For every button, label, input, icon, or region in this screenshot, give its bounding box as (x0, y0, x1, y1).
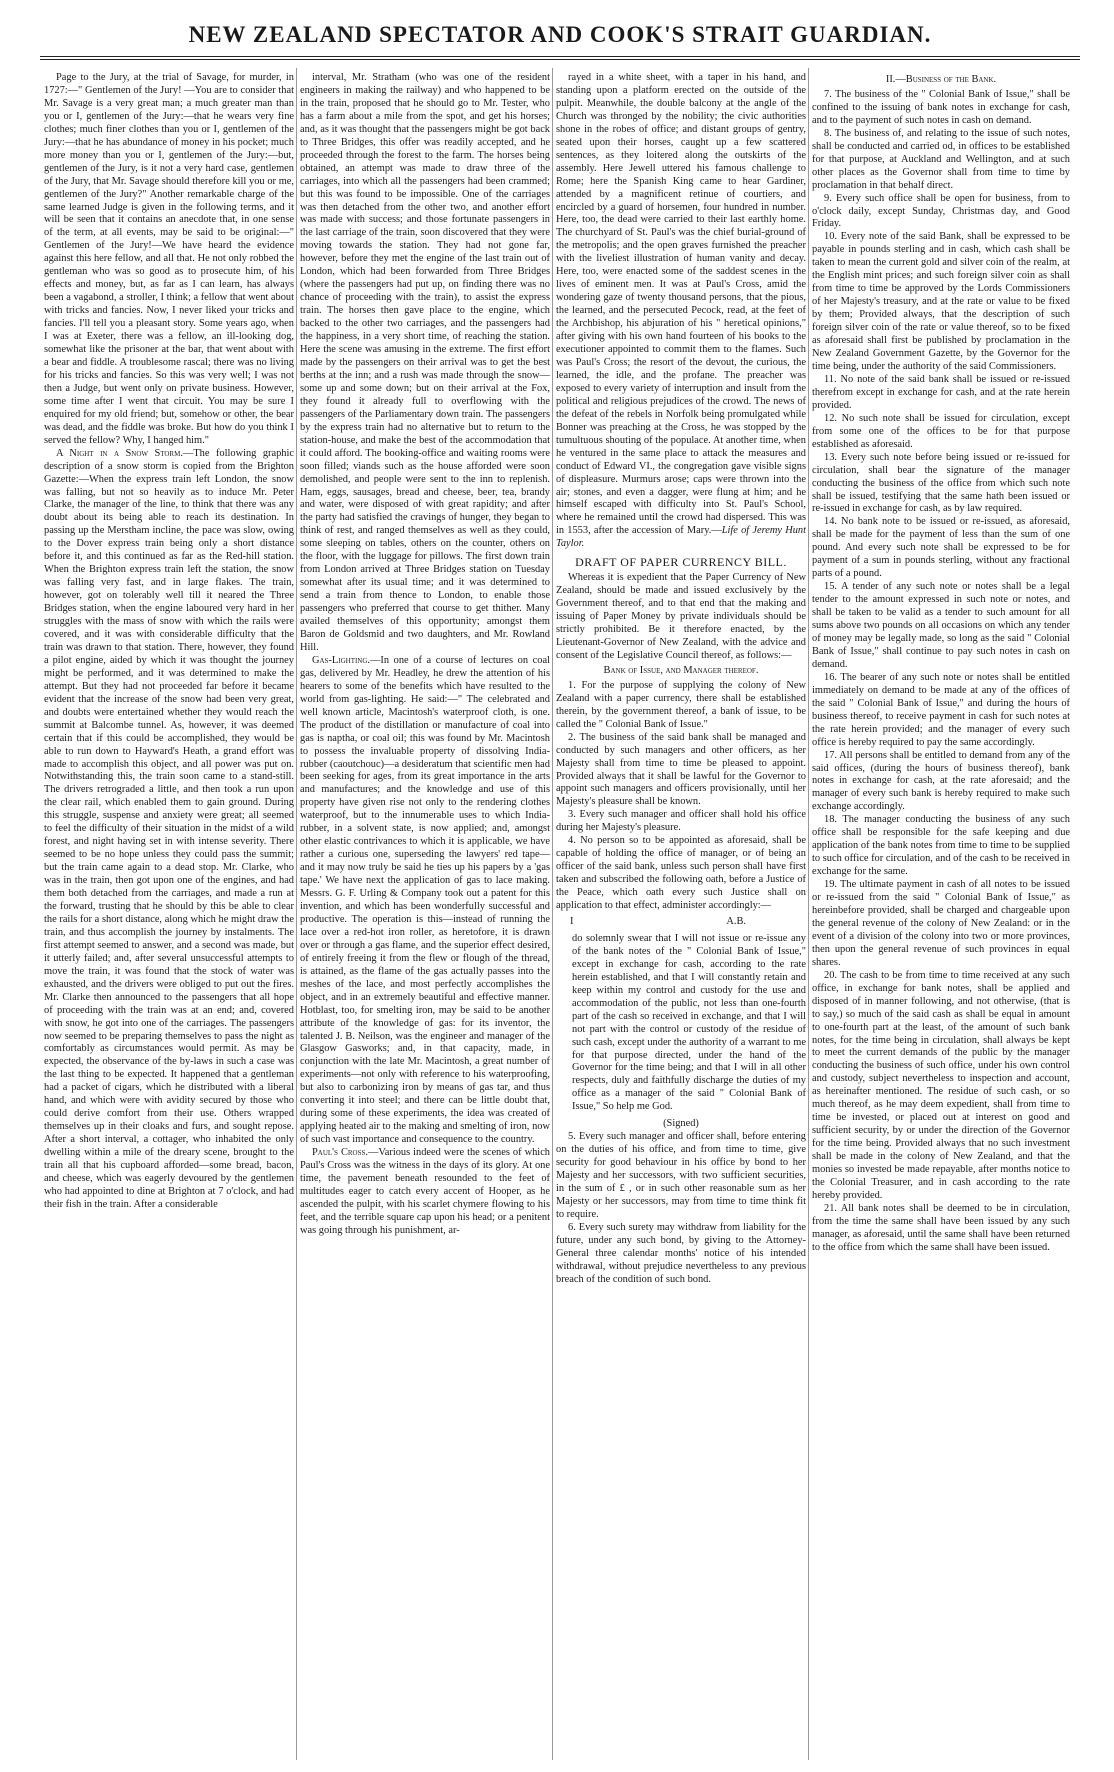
article-body: rayed in a white sheet, with a taper in his hand, and standing upon a platform erected on the outside of the pulpit. Meanwhile, the double balcony at the angle of the Church was thronged by the nobility; the civic authorities shone in the robes of office; and distant groups of gentry, seated upon their horses, caught up a few scattered sentences, as they loitered along the outskirts of the assembly. Here Jewell uttered his famous challenge to Rome; here the Spanish King came to hear Gardiner, attended by a magnificent retinue of courtiers, and encircled by a guard of horsemen, four hundred in number. Here, too, the dead were carried to their last earthly home. The churchyard of St. Paul's was the chief burial-ground of the metropolis; and the open graves furnished the preacher with the liveliest illustration of human vanity and decay. Here, too, were enacted some of the saddest scenes in the lives of eminent men. It was at Paul's Cross, amid the wondering gaze of twenty thousand persons, that the pious, the learned, and the persecuted Pecock, read, at the feet of the Archbishop, his abjuration of his " heretical opinions," after giving with his own hand fourteen of his books to the executioner appointed to commit them to the flames. Such was Paul's Cross; the resort of the devout, the curious, the learned, the idle, and the profane. The preacher was exposed to every variety of interruption and insult from the political and religious prejudices of the crowd. The news of the defeat of the rebels in Norfolk being promulgated while Bonner was preaching at the Cross, he was stopped by the tumultuous shouting of the populace. At another time, when he ventured in the same place to attack the measures and conduct of Edward VI., the congregation gave visible signs of displeasure. Murmurs arose; caps were thrown into the air; stones, and even a dagger, were flung at him; and he himself escaped with difficulty into St. Paul's School, where he remained until the crowd had dispersed. This was in 1553, after the accession of Mary.— (556, 72, 806, 537)
column-3 (556, 72, 806, 1762)
oath-i: I (570, 915, 574, 927)
bill-clause: 4. No person so to be appointed as aforesaid, shall be capable of holding the office of manager, or of being an officer of the said bank, unless such person shall have first taken and subscribed the following oath, before a Justice of the Peace, which oath every such Justice shall on application to that effect, administer accordingly:— (556, 835, 806, 912)
bill-clause: 16. The bearer of any such note or notes shall be entitled immediately on demand to be made at any of the offices of the said " Colonial Bank of Issue," and during the hours of business thereof, to receive payment in cash for such notes at the rate herein provided; and the manager of every such office is hereby required to pay the same accordingly. (812, 671, 1070, 748)
bill-clause: 13. Every such note before being issued or re-issued for circulation, shall bear the signature of the manager conducting the business of the office from which such note shall be issued, testifying that the same hath been issued or re-issued in exchange for cash, as by law required. (812, 451, 1070, 515)
oath-text: do solemnly swear that I will not issue or re-issue any of the bank notes of the " Colonial Bank of Issue," except in exchange for cash, according to the rate herein established, and that I will constantly retain and keep within my control and custody for the use and accommodation of the public, not less than one-fourth part of the cash so received in exchange, and that I will not part with the control or custody of the residue of such cash, except under the authority of a warrant to me for that purpose directed, under the hand of the Governor for the time being; and that I will in all other respects, duly and faithfully discharge the duties of my office as a manager of the said " Colonial Bank of Issue," So help me God. (572, 932, 806, 1113)
article-paragraph: interval, Mr. Stratham (who was one of the resident engineers in making the railway) and who happened to be in the train, proposed that he should go to Mr. Tester, who has a farm about a mile from the spot, and get his horses; and, as it was thought that the passengers might be got back to Three Bridges, this offer was readily accepted, and he proceeded through the forest to the farm. The horses being obtained, an attempt was made to draw three of the carriages, into which all the passengers had been crammed; but this was found to be impossible. One of the carriages was then detached from the other two, and another effort was made with success; and those fortunate passengers in the last carriage of the train, soon discovered that they were moving towards the station. They had not gone far, however, before they met the engine of the last train out of London, which had been forwarded from Three Bridges (where the passengers had put up, on finding there was no chance of proceeding with the train), to assist the express train. The horses then gave place to the engine, which backed to the other two carriages, and the passengers had the happiness, in a very short time, of reaching the station. Here the scene was amusing in the extreme. The first effort made by the passengers on their arrival was to get the best berths at the inn; and a rush was made through the snow—some up and some down; but on their arrival at the Fox, they found it already full to overflowing with the passengers of the Parliamentary down train. The passengers by the express train had no alternative but to return to the station-house, and make the best of the accommodation that it could afford. The booking-office and waiting rooms were soon filled; viands such as the house afforded were soon demolished, and people were sent to the inn to replenish. Ham, eggs, sausages, bread and cheese, beer, tea, brandy and water, were disposed of with great rapidity; and after the party had satisfied the cravings of hunger, they began to think of rest, and ranged themselves as well as they could, some sleeping on tables, others on the counter, others on the floor, with the luggage for pillows. The first down train from London arrived at Three Bridges station on Tuesday somewhat after its usual time; and it was determined to send a train from thence to London, to enable those passengers who preferred that course to get thither. Many availed themselves of this opportunity; amongst them Baron de Goldsmid and two daughters, and Mr. Rowland Hill. (300, 72, 550, 653)
masthead-rule (40, 56, 1080, 57)
bill-clause: 12. No such note shall be issued for circulation, except from some one of the offices to be for that purpose established as aforesaid. (812, 412, 1070, 450)
bill-clause: 10. Every note of the said Bank, shall be expressed to be payable in pounds sterling and in cash, which cash shall be taken to mean the current gold and silver coin of the realm, at the English mint prices; and such foreign silver coin as shall from time to time be approved by the Lords Commissioners of her Majesty's treasury, and at the rate or value to be fixed by them; Provided always, that the description of such foreign silver coin of the rate or value thereof, so to be fixed as aforesaid shall first be published by proclamation in the New Zealand Government Gazette, by the Governor for the time being, under the authority of the said Commissioners. (812, 231, 1070, 372)
bill-clause: 5. Every such manager and officer shall, before entering on the duties of his office, and from time to time, give security for good behaviour in his office by bond to her Majesty and her successors, with two sufficient securities, in the sum of £ , or in such other reasonable sum as her Majesty or her successors, may from time to time think fit to require. (556, 1131, 806, 1220)
bill-clause: 3. Every such manager and officer shall hold his office during her Majesty's pleasure. (556, 809, 806, 834)
article-paragraph (300, 1147, 550, 1238)
article-lead: Paul's Cross. (312, 1147, 368, 1159)
article-body: —Various indeed were the scenes of which Paul's Cross was the witness in the days of its glory. At one time, the pavement beneath resounded to the feet of multitudes eager to catch every accent of Hooper, as he ascended the pulpit, with his scarlet chymere flowing to his feet, and the terrible square cap upon his head; or a penitent was going through his punishment, ar- (300, 1147, 550, 1236)
bill-clause: 7. The business of the " Colonial Bank of Issue," shall be confined to the issuing of bank notes in exchange for cash, and to the payment of such notes in cash on demand. (812, 88, 1070, 126)
bill-clause: 8. The business of, and relating to the issue of such notes, shall be conducted and carried od, in offices to be established for that purpose, at Auckland and Wellington, and at such other places as the Governor shall from time to time by proclamation in that behalf direct. (812, 127, 1070, 191)
bill-clause: 18. The manager conducting the business of any such office shall be responsible for the safe keeping and due application of the bank notes from time to time to be supplied to such office for circulation, and of the cash to be received in exchange for the same. (812, 814, 1070, 878)
bill-clause: 6. Every such surety may withdraw from liability for the future, under any such bond, by giving to the Attorney-General three calendar months' notice of his intended withdrawal, without prejudice nevertheless to any previous breach of the condition of such bond. (556, 1221, 806, 1285)
article-paragraph (300, 655, 550, 1147)
section-heading: II.—Business of the Bank. (885, 74, 997, 85)
masthead-rule-double (40, 59, 1080, 60)
column-divider (552, 68, 553, 1760)
oath-ab: A.B. (726, 915, 746, 927)
section-heading: Bank of Issue, and Manager thereof. (603, 664, 759, 676)
article-citation: Life of Jeremy Hunt Taylor. (556, 525, 806, 550)
bill-heading: DRAFT OF PAPER CURRENCY BILL. (575, 555, 787, 570)
article-lead: A Night in a Snow Storm. (56, 447, 183, 459)
bill-clause: 15. A tender of any such note or notes shall be a legal tender to the amount expressed in such note or notes, and shall be taken to be valid as a tender to such amount for all sums above two pounds on all occasions on which any tender of money may be legally made, so long as the said " Colonial Bank of Issue," shall continue to pay such notes in cash on demand. (812, 581, 1070, 670)
oath-header (570, 916, 806, 929)
column-divider (296, 68, 297, 1760)
column-1 (44, 72, 294, 1762)
article-paragraph: Page to the Jury, at the trial of Savage, for murder, in 1727:—" Gentlemen of the Jury! —You are to consider that Mr. Savage is a very great man; a much greater man than you or I, gentlemen of the Jury:—that he wears very fine clothes; much finer clothes than you or I, gentlemen of the Jury:—that he has abundance of money in his pocket; much more money than you or I, gentlemen of the Jury:—but, gentlemen of the Jury, is it not a very hard case, gentlemen of the Jury, that Mr. Savage should therefore kill you or me, gentlemen of the Jury?" Another remarkable charge of the same learned Judge is given in the following terms, and it will be seen that it contains an anecdote that, in one sense of the term, at all events, may be said to be original:—" Gentlemen of the Jury!—We have heard the evidence against this here fellow, and all that. He not only robbed the gentleman who was so good as to prosecute him, of his effects and money, but, as far as I can learn, has always been a vagabond, a stroller, I think; a fellow that went about with tricks and fancies. Now, I never liked your tricks and fancies. I'll tell you a pleasant story. Some years ago, when I was at Exeter, there was a fellow, an ill-looking dog, somewhat like the prisoner at the bar, that went about with a bear and fiddle. A troublesome rascal; there was no living for his tricks and fancies. So this was very well; I was not then a Judge, but went only on private business. However, some time after I went that circuit. You may be sure I enquired for my old friend; but, somehow or other, the bear was dead, and the fiddle was broke. But how do you think I served the fellow? Why, I hanged him." (44, 72, 294, 446)
article-body: —The following graphic description of a snow storm is copied from the Brighton Gazette:—When the express train left London, the snow was falling, but not so heavily as to induce Mr. Peter Clarke, the manager of the line, to think that there was any doubt about its being able to reach its destination. In passing up the Merstham incline, the pace was slow, owing to the Dover express train being only a short distance before it, and this continued as far as the Red-hill station. When the Brighton express train left the station, the snow was falling very fast, and in large flakes. The train, however, got on tolerably well till it neared the Three Bridges station, when the engine laboured very hard in her struggles with the mass of snow with which the rails were covered, and it was with considerable difficulty that the train was drawn to that station. There, however, they found a pilot engine, aided by which it was thought the journey might be performed, and it was determined to make the attempt. But they had not proceeded far before it became evident that the increase of the snow had been very great, and doubts were entertained whether they would reach the summit at Balcombe tunnel. As, however, it was deemed certain that if this could be accomplished, they would be able to run down to Hayward's Heath, a grand effort was made to accomplish this object, and all power was put on. Notwithstanding this, the train soon came to a stand-still. The drivers retrograded a little, and then took a run upon the clear rail, which enabled them to gain ground. During this struggle, suspense and anxiety were great; all seemed to feel the difficulty of their situation in the midst of a wild forest, and night having set in with intense severity. There seemed to be no hope unless they could pass the summit; but the train came again to a dead stop. Mr. Clarke, who was in the train, then got upon one of the engines, and had them both detached from the carriages, and made a run at the forward, trusting that he should by this be able to clear the rails for a short distance, along which he might draw the train, and thus accomplish the journey by instalments. The first attempt seemed to answer, and a second was made, but it utterly failed; and, after several unsuccessful attempts to move the train, it was found that the stock of water was exhausted, and the drivers were obliged to put out the fires. Mr. Clarke then announced to the passengers that all hope of proceeding with the train was at an end; and, covered with snow, he got into one of the carriages. The passengers now seemed to be preparing themselves to pass the night as comfortably as circumstances would permit. As may be expected, the observance of the by-laws in such a case was the last thing to be expected. It happened that a gentleman had a packet of cigars, which he distributed with a liberal hand, and which were with avidity secured by those who could derive comfort from their use. Others wrapped themselves up in their cloaks and furs, and sought repose. After a short interval, a cottager, who inhabited the only dwelling within a mile of the dreary scene, brought to the train all that his cupboard afforded—some bread, bacon, and cheese, which was eagerly devoured by the gentlemen who had appointed to dine at Brighton at 7 o'clock, and had their fish in the train. After a considerable (44, 447, 294, 1210)
bill-clause: 17. All persons shall be entitled to demand from any of the said offices, (during the hours of business thereof), bank notes in exchange for cash, at the rate aforesaid; and the manager of every such bank is hereby required to make such exchange accordingly. (812, 749, 1070, 813)
bill-clause: 14. No bank note to be issued or re-issued, as aforesaid, shall be made for the payment of less than the sum of one pound. And every such note shall be expressed to be for payment of a sum in pounds sterling, without any fractional parts of a pound. (812, 516, 1070, 580)
article-paragraph (44, 448, 294, 1212)
bill-clause: 21. All bank notes shall be deemed to be in circulation, from the time the same shall have been issued by any such manager, as aforesaid, until the same shall have been returned to the office from which the same shall have been issued. (812, 1202, 1070, 1253)
bill-clause: 11. No note of the said bank shall be issued or re-issued therefrom except in exchange for cash, and at the rate herein provided. (812, 373, 1070, 411)
column-divider (808, 68, 809, 1760)
bill-clause: 1. For the purpose of supplying the colony of New Zealand with a paper currency, there shall be established therein, by the government thereof, a bank of issue, to be called the " Colonial Bank of Issue." (556, 679, 806, 730)
bill-clause: 20. The cash to be from time to time received at any such office, in exchange for bank notes, shall be applied and disposed of in manner following, and not otherwise, (that is to say,) so much of the said cash as shall be equal in amount to one-fourth part at the least, of the amount of such bank notes, for the time being in circulation, shall always be kept to meet the current demands of the public by the manager conducting the business of such office, under his own control and custody, subject nevertheless to inspection and account, as hereinafter mentioned. The residue of such cash, or so much thereof, as he may deem expedient, shall from time to time be invested, or placed out at interest on good and sufficient security, by or under the direction of the Governor for the time being. Provided always that no such investment shall be made in the colony of New Zealand, and that the monies so invested be made repayable, after months notice to the Colonial Treasurer, and in cash according to the rate hereby provided. (812, 969, 1070, 1201)
masthead-title: NEW ZEALAND SPECTATOR AND COOK'S STRAIT GUARDIAN. (188, 22, 932, 47)
column-4 (812, 72, 1070, 1762)
oath-signed: (Signed) (663, 1118, 699, 1130)
bill-clause: 19. The ultimate payment in cash of all notes to be issued or re-issued from the said " Colonial Bank of Issue," as hereinbefore provided, shall be charged and chargeable upon the general revenue of the colony of New Zealand: or in the event of a division of the colony into two or more provinces, then upon the general revenue of such provinces in equal shares. (812, 879, 1070, 968)
article-paragraph (556, 72, 806, 551)
bill-preamble: Whereas it is expedient that the Paper Currency of New Zealand, should be made and issued exclusively by the Government thereof, and to that end that the making and issuing of Paper Money by private individuals should be strictly prohibited. Be it therefore enacted, by the Lieutenant-Governor of New Zealand, with the advice and consent of the Legislative Council thereof, as follows:— (556, 572, 806, 661)
bill-clause: 2. The business of the said bank shall be managed and conducted by such managers and other officers, as her Majesty shall from time to time be pleased to appoint. Provided always that it shall be lawful for the Governor to appoint such managers and officers provisionally, until her Majesty's pleasure shall be known. (556, 731, 806, 808)
column-2 (300, 72, 550, 1762)
article-body: —In one of a course of lectures on coal gas, delivered by Mr. Headley, he drew the attention of his hearers to some of the benefits which have resulted to the world from gas-lighting. He said:—" The celebrated and well known article, Macintosh's waterproof cloth, is one. The product of the distillation or manufacture of coal into gas is naptha, or coal oil; this was found by Mr. Macintosh to possess the invaluable property of dissolving India-rubber (caoutchouc)—a desideratum that scientific men had been seeking for ages, from its great importance in the arts and manufactures; and the knowledge and use of this property have given rise not only to the rendering clothes waterproof, but to the innumerable uses to which India-rubber, in a solvent state, is now applied; and, amongst other elastic contrivances to which it is applicable, we have rather a curious one, superseding the lawyers' red tape—and it may now truly be said he ties up his papers by a 'gas tape.' We have next the application of gas to lace making. Messrs. G. F. Urling & Company took out a patent for this invention, and which has been wonderfully successful and productive. The operation is this—instead of running the lace over a red-hot iron roller, as heretofore, it is drawn over or through a gas flame, and the superior effect desired, of entirely freeing it from the flew or flough of the thread, is attained, as the flame of the gas actually passes into the meshes of the lace, and most perfectly accomplishes the object, and in an extremely beautiful and effective manner. Hotblast, too, for smelting iron, may be said to be another attribute of the knowledge of gas: for its inventor, the talented J. B. Neilson, was the engineer and manager of the Glasgow Gasworks; and, in that capacity, made, in conjunction with the late Mr. Macintosh, a great number of experiments—not only with reference to his waterproofing, but also to carbonizing iron by means of gas tar, and thus converting it into steel; and there can be little doubt that, during some of these experiments, the idea was created of applying heated air to the making and smelting of iron, now of such vast importance and consequence to the country. (300, 654, 550, 1146)
bill-clause: 9. Every such office shall be open for business, from to o'clock daily, except Sunday, Christmas day, and Good Friday. (812, 192, 1070, 230)
article-lead: Gas-Lighting. (312, 654, 371, 666)
